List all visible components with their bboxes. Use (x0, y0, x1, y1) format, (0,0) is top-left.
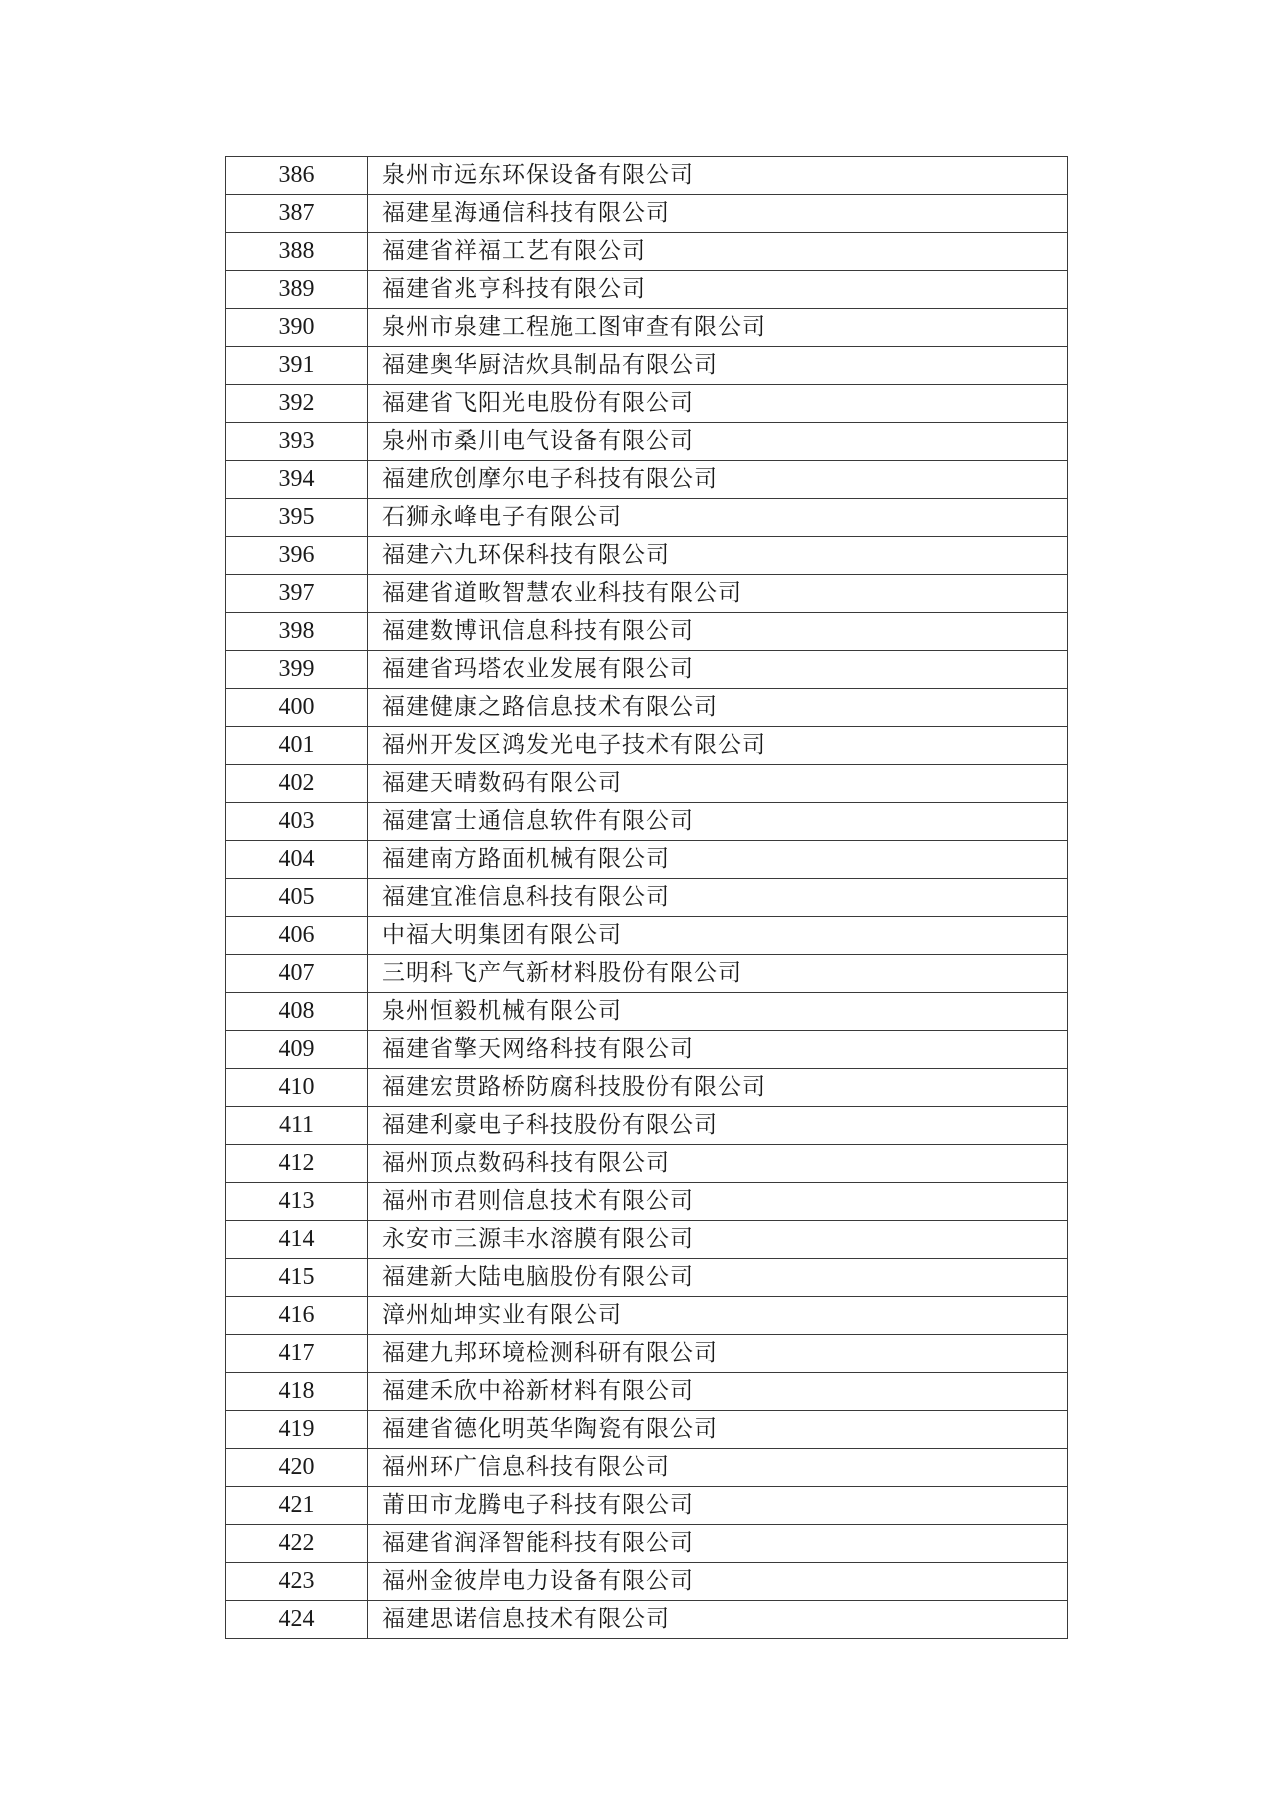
table-row (226, 1449, 1068, 1487)
table-row (226, 955, 1068, 993)
company-name-cell: 福建新大陆电脑股份有限公司 (368, 1259, 1068, 1297)
company-name-cell: 漳州灿坤实业有限公司 (368, 1297, 1068, 1335)
row-number-cell: 403 (226, 803, 368, 841)
row-number-cell: 418 (226, 1373, 368, 1411)
company-name-cell: 中福大明集团有限公司 (368, 917, 1068, 955)
row-number-cell: 421 (226, 1487, 368, 1525)
table-row (226, 271, 1068, 309)
table-row (226, 1069, 1068, 1107)
table-row (226, 803, 1068, 841)
table-row (226, 347, 1068, 385)
table-row (226, 1335, 1068, 1373)
table-row (226, 841, 1068, 879)
company-name-cell: 福建省擎天网络科技有限公司 (368, 1031, 1068, 1069)
company-name-cell: 福州环广信息科技有限公司 (368, 1449, 1068, 1487)
row-number-cell: 413 (226, 1183, 368, 1221)
row-number-cell: 398 (226, 613, 368, 651)
row-number-cell: 397 (226, 575, 368, 613)
company-name-cell: 福州顶点数码科技有限公司 (368, 1145, 1068, 1183)
row-number-cell: 415 (226, 1259, 368, 1297)
company-name-cell: 泉州恒毅机械有限公司 (368, 993, 1068, 1031)
company-name-cell: 福建省玛塔农业发展有限公司 (368, 651, 1068, 689)
table-row (226, 765, 1068, 803)
row-number-cell: 391 (226, 347, 368, 385)
company-name-cell: 福建禾欣中裕新材料有限公司 (368, 1373, 1068, 1411)
company-name-cell: 福建省祥福工艺有限公司 (368, 233, 1068, 271)
table-row (226, 879, 1068, 917)
table-row (226, 575, 1068, 613)
company-name-cell: 福建利豪电子科技股份有限公司 (368, 1107, 1068, 1145)
table-row (226, 651, 1068, 689)
row-number-cell: 409 (226, 1031, 368, 1069)
company-name-cell: 福建欣创摩尔电子科技有限公司 (368, 461, 1068, 499)
table-row (226, 1411, 1068, 1449)
row-number-cell: 399 (226, 651, 368, 689)
row-number-cell: 410 (226, 1069, 368, 1107)
row-number-cell: 407 (226, 955, 368, 993)
table-row (226, 1525, 1068, 1563)
row-number-cell: 394 (226, 461, 368, 499)
row-number-cell: 404 (226, 841, 368, 879)
row-number-cell: 412 (226, 1145, 368, 1183)
row-number-cell: 420 (226, 1449, 368, 1487)
company-name-cell: 福建省德化明英华陶瓷有限公司 (368, 1411, 1068, 1449)
table-row (226, 1297, 1068, 1335)
row-number-cell: 395 (226, 499, 368, 537)
company-name-cell: 福建宜准信息科技有限公司 (368, 879, 1068, 917)
table-row (226, 1259, 1068, 1297)
company-name-cell: 三明科飞产气新材料股份有限公司 (368, 955, 1068, 993)
table-row (226, 1145, 1068, 1183)
table-row (226, 233, 1068, 271)
row-number-cell: 388 (226, 233, 368, 271)
table-row (226, 1221, 1068, 1259)
table-row (226, 917, 1068, 955)
table-row (226, 461, 1068, 499)
table-row (226, 1563, 1068, 1601)
row-number-cell: 414 (226, 1221, 368, 1259)
row-number-cell: 393 (226, 423, 368, 461)
table-row (226, 1031, 1068, 1069)
table-row (226, 499, 1068, 537)
company-name-cell: 福建富士通信息软件有限公司 (368, 803, 1068, 841)
company-name-cell: 福建思诺信息技术有限公司 (368, 1601, 1068, 1639)
row-number-cell: 423 (226, 1563, 368, 1601)
row-number-cell: 402 (226, 765, 368, 803)
company-name-cell: 福建宏贯路桥防腐科技股份有限公司 (368, 1069, 1068, 1107)
company-name-cell: 福建省兆亨科技有限公司 (368, 271, 1068, 309)
row-number-cell: 406 (226, 917, 368, 955)
row-number-cell: 387 (226, 195, 368, 233)
table-row (226, 689, 1068, 727)
table-row (226, 1183, 1068, 1221)
table-row (226, 537, 1068, 575)
row-number-cell: 400 (226, 689, 368, 727)
company-name-cell: 福建数博讯信息科技有限公司 (368, 613, 1068, 651)
company-name-cell: 泉州市泉建工程施工图审查有限公司 (368, 309, 1068, 347)
table-row (226, 423, 1068, 461)
table-row (226, 993, 1068, 1031)
company-name-cell: 福建健康之路信息技术有限公司 (368, 689, 1068, 727)
company-name-cell: 福建南方路面机械有限公司 (368, 841, 1068, 879)
company-name-cell: 福建九邦环境检测科研有限公司 (368, 1335, 1068, 1373)
table-row (226, 1601, 1068, 1639)
table-row (226, 309, 1068, 347)
row-number-cell: 424 (226, 1601, 368, 1639)
row-number-cell: 408 (226, 993, 368, 1031)
row-number-cell: 417 (226, 1335, 368, 1373)
company-name-cell: 莆田市龙腾电子科技有限公司 (368, 1487, 1068, 1525)
row-number-cell: 411 (226, 1107, 368, 1145)
table-row (226, 613, 1068, 651)
row-number-cell: 422 (226, 1525, 368, 1563)
row-number-cell: 396 (226, 537, 368, 575)
table-row (226, 157, 1068, 195)
table-row (226, 727, 1068, 765)
company-list-table (225, 156, 1068, 1639)
table-row (226, 1107, 1068, 1145)
row-number-cell: 401 (226, 727, 368, 765)
table-row (226, 1373, 1068, 1411)
company-name-cell: 泉州市桑川电气设备有限公司 (368, 423, 1068, 461)
company-name-cell: 福州金彼岸电力设备有限公司 (368, 1563, 1068, 1601)
company-name-cell: 福建省道畋智慧农业科技有限公司 (368, 575, 1068, 613)
table-row (226, 195, 1068, 233)
company-name-cell: 永安市三源丰水溶膜有限公司 (368, 1221, 1068, 1259)
company-name-cell: 福建奥华厨洁炊具制品有限公司 (368, 347, 1068, 385)
table-row (226, 1487, 1068, 1525)
company-name-cell: 福建天晴数码有限公司 (368, 765, 1068, 803)
company-name-cell: 福州市君则信息技术有限公司 (368, 1183, 1068, 1221)
company-name-cell: 泉州市远东环保设备有限公司 (368, 157, 1068, 195)
row-number-cell: 419 (226, 1411, 368, 1449)
row-number-cell: 386 (226, 157, 368, 195)
row-number-cell: 416 (226, 1297, 368, 1335)
row-number-cell: 392 (226, 385, 368, 423)
company-name-cell: 福建省润泽智能科技有限公司 (368, 1525, 1068, 1563)
company-list-body (226, 157, 1068, 1639)
company-name-cell: 石狮永峰电子有限公司 (368, 499, 1068, 537)
row-number-cell: 390 (226, 309, 368, 347)
company-name-cell: 福建省飞阳光电股份有限公司 (368, 385, 1068, 423)
row-number-cell: 389 (226, 271, 368, 309)
table-row (226, 385, 1068, 423)
company-name-cell: 福建六九环保科技有限公司 (368, 537, 1068, 575)
row-number-cell: 405 (226, 879, 368, 917)
company-name-cell: 福州开发区鸿发光电子技术有限公司 (368, 727, 1068, 765)
company-name-cell: 福建星海通信科技有限公司 (368, 195, 1068, 233)
